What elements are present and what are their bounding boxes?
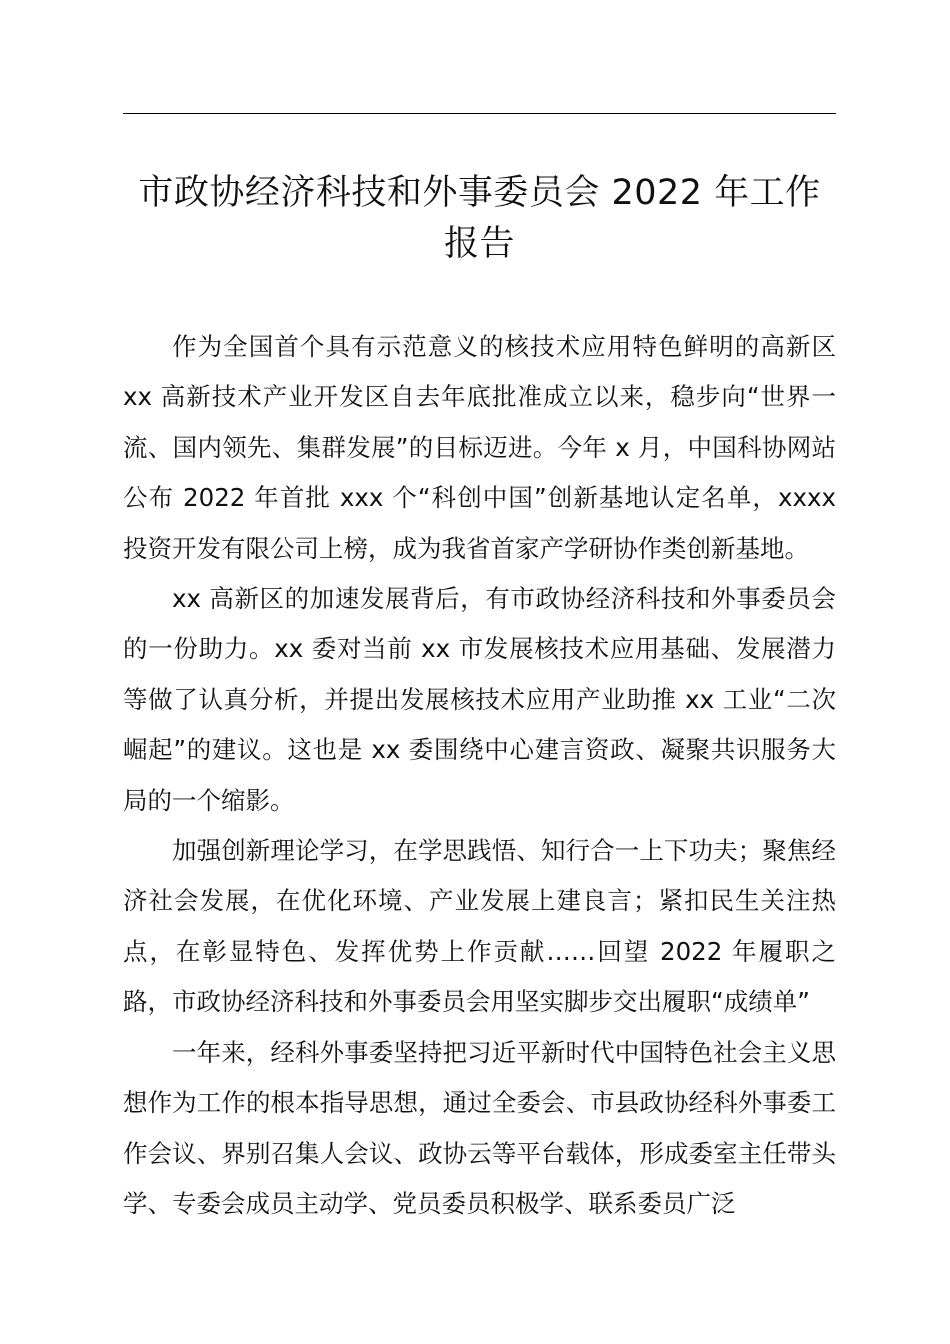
paragraph-3: 加强创新理论学习，在学思践悟、知行合一上下功夫；聚焦经济社会发展，在优化环境、产业发展上建良言；紧扣民生关注热点，在彰显特色、发挥优势上作贡献……回望 2022 年履职之路，市政协经济科技和外事委员会用坚实脚步交出履职“成绩单” [123, 836, 836, 1017]
paragraph-1: 作为全国首个具有示范意义的核技术应用特色鲜明的高新区 xx 高新技术产业开发区自去年底批准成立以来，稳步向“世界一流、国内领先、集群发展”的目标迈进。今年 x 月，中国科协网站公布 2022 年首批 xxx 个“科创中国”创新基地认定名单，xxxx 投资开发有限公司上榜，成为我省首家产学研协作类创新基地。 [123, 332, 844, 563]
document-body [123, 322, 844, 1229]
paragraph-4: 一年来，经科外事委坚持把习近平新时代中国特色社会主义思想作为工作的根本指导思想，通过全委会、市县政协经科外事委工作会议、界别召集人会议、政协云等平台载体，形成委室主任带头学、专委会成员主动学、党员委员积极学、联系委员广泛 [123, 1037, 836, 1218]
document-title: 市政协经济科技和外事委员会 2022 年工作报告 [138, 173, 821, 264]
header-divider [123, 113, 836, 114]
paragraph-2: xx 高新区的加速发展背后，有市政协经济科技和外事委员会的一份助力。xx 委对当前 xx 市发展核技术应用基础、发展潜力等做了认真分析，并提出发展核技术应用产业助推 xx 工业“二次崛起”的建议。这也是 xx 委围绕中心建言资政、凝聚共识服务大局的一个缩影。 [123, 584, 836, 815]
